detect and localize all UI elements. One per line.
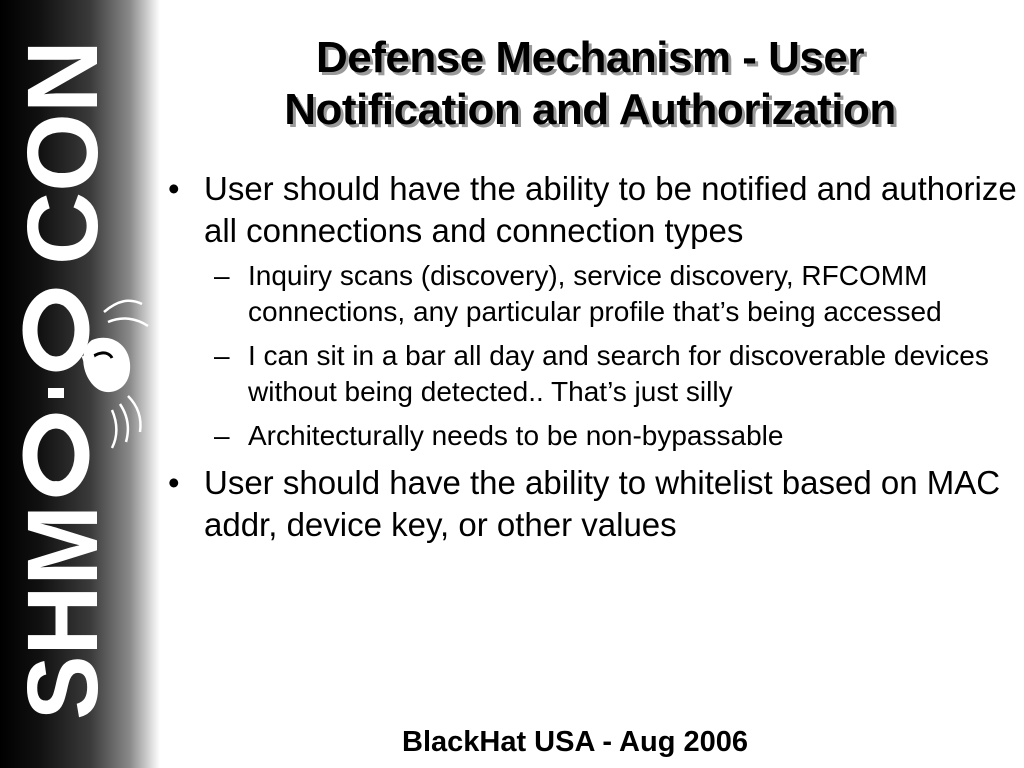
sub-bullet-1-2: – I can sit in a bar all day and search for discoverable devices without being detected.. That’s just silly: [168, 338, 1018, 410]
sidebar-gradient: [0, 0, 160, 768]
sub-bullet-1-1: – Inquiry scans (discovery), service discovery, RFCOMM connections, any particular profile that’s being accessed: [168, 258, 1018, 330]
slide-footer: BlackHat USA - Aug 2006: [402, 726, 748, 758]
logo-text-shm: SHM: [7, 497, 119, 720]
slide-title: [170, 32, 1010, 136]
bomb-icon: [82, 338, 131, 392]
slide-title-line-1: Defense Mechanism - User: [316, 33, 864, 82]
bullet-2: • User should have the ability to whitelist based on MAC addr, device key, or other values: [168, 462, 1018, 546]
slide-title-line-2: Notification and Authorization: [284, 85, 896, 134]
bullet-1: • User should have the ability to be notified and authorize all connections and connection types: [168, 168, 1018, 252]
slide-body: [168, 168, 1018, 552]
logo-text-con: CON: [7, 42, 119, 265]
logo-oo-rings-icon: [30, 296, 82, 491]
sub-bullet-1-3: – Architecturally needs to be non-bypassable: [168, 418, 1018, 454]
shmoocon-logo: [0, 0, 160, 768]
